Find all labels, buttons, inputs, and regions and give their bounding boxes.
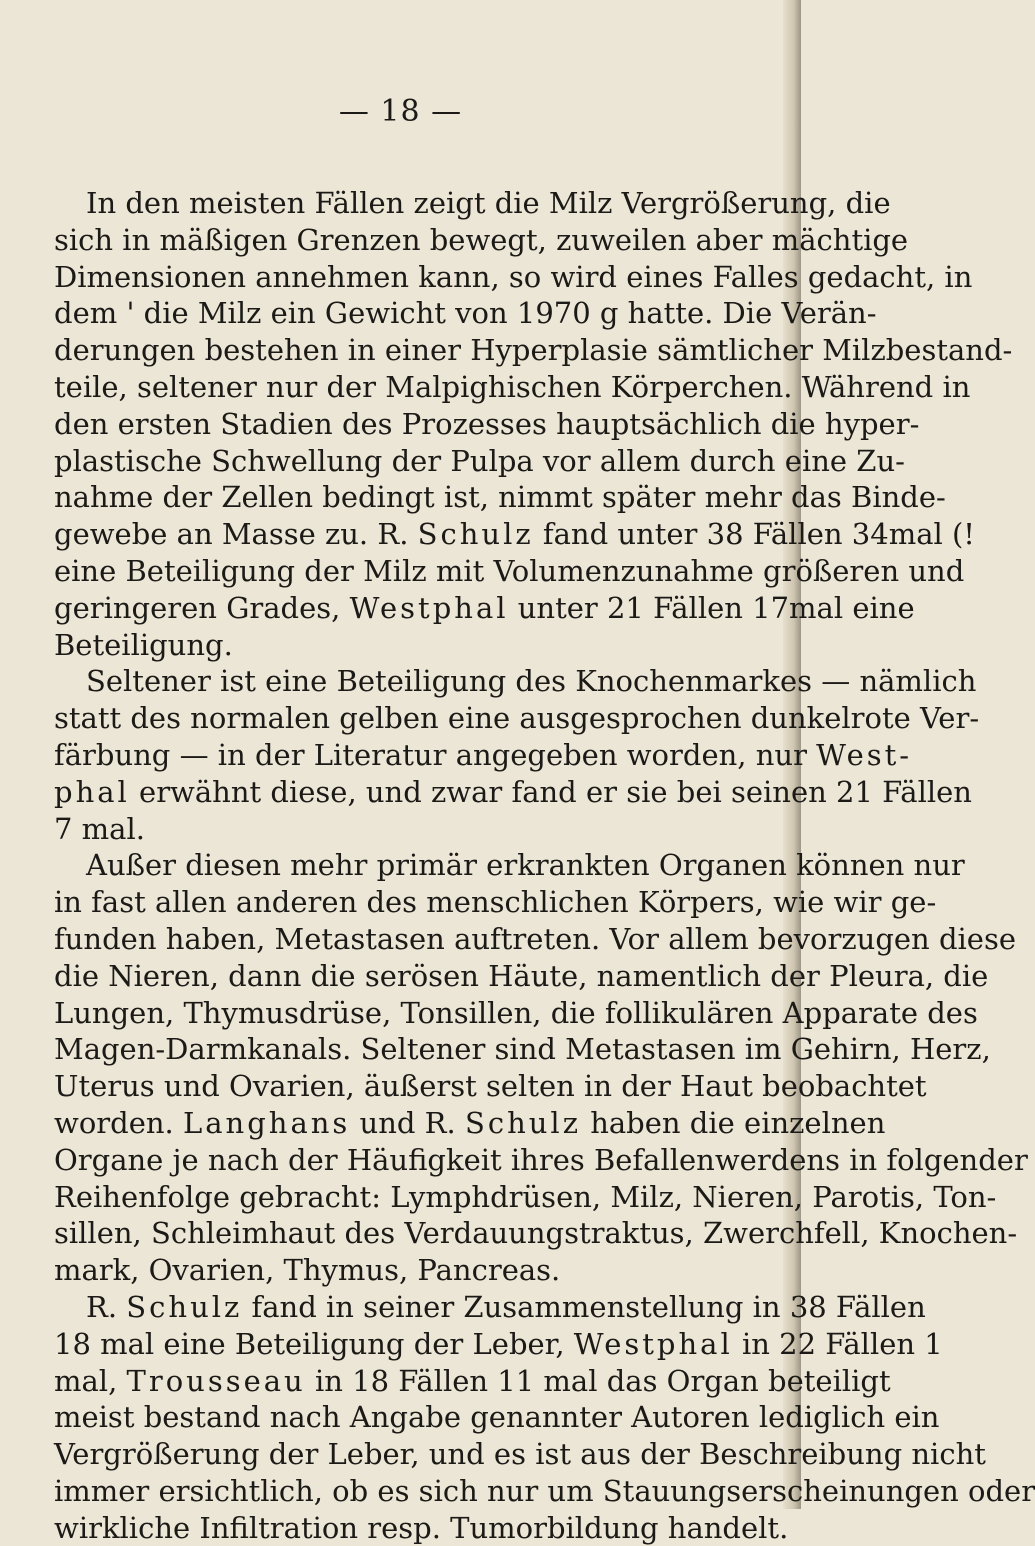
text-run: Organe je nach der Häufigkeit ihres Befallenwerdens in folgender [54,1142,1028,1177]
body-text [54,185,1035,1546]
text-line [54,1252,786,1289]
text-run: und R. [350,1105,465,1140]
text-run: sich in mäßigen Grenzen bewegt, zuweilen aber mächtige [54,222,909,257]
text-line [54,443,905,480]
text-run: In den meisten Fällen zeigt die Milz Vergrößerung, die [86,186,891,220]
author-name: Trousseau [126,1363,306,1398]
author-name: phal [54,774,130,809]
text-run: Reihenfolge gebracht: Lymphdrüsen, Milz, Nieren, Parotis, Ton- [54,1179,997,1214]
text-run: plastische Schwellung der Pulpa vor allem durch eine Zu- [54,443,905,478]
text-line [54,921,1016,958]
text-line [54,995,978,1032]
text-line [54,553,965,590]
text-line [54,700,980,737]
text-line [54,479,946,516]
text-run: Uterus und Ovarien, äußerst selten in der Haut beobachtet [54,1069,927,1104]
text-run: teile, seltener nur der Malpighischen Körperchen. Während in [54,369,971,404]
text-line [54,1510,789,1546]
text-run: unter 21 Fällen 17mal eine [508,590,915,625]
text-run: funden haben, Metastasen auftreten. Vor allem bevorzugen diese [54,921,1016,956]
text-line [54,259,973,296]
text-line [54,1473,1035,1510]
text-run: mark, Ovarien, Thymus, Pancreas. [54,1253,561,1288]
text-run: in 22 Fällen 1 [732,1326,943,1361]
text-line [54,737,913,774]
text-run: wirkliche Infiltration resp. Tumorbildung handelt. [54,1510,789,1545]
text-run: Beteiligung. [54,627,233,662]
text-run: Seltener ist eine Beteiligung des Knochenmarkes — nämlich [86,664,977,699]
text-line [54,884,937,921]
text-line [54,590,915,627]
text-line [54,185,891,222]
text-run: R. [86,1289,127,1324]
author-name: Langhans [183,1105,351,1140]
text-line [54,332,1013,369]
text-line [54,1179,997,1216]
author-name: West- [816,737,913,772]
author-name: Westphal [573,1326,733,1361]
text-line [54,663,977,700]
text-line [54,847,965,884]
author-name: Schulz [464,1105,581,1140]
text-run: 18 mal eine Beteiligung der Leber, [54,1326,574,1361]
text-run: immer ersichtlich, ob es sich nur um Stauungserscheinungen oder [54,1473,1035,1508]
text-line [54,1031,991,1068]
text-run: fand in seiner Zusammenstellung in 38 Fällen [242,1289,926,1324]
text-run: geringeren Grades, [54,590,350,625]
text-line [54,1142,1028,1179]
text-run: erwähnt diese, und zwar fand er sie bei seinen 21 Fällen [129,774,972,809]
text-line [54,627,786,664]
text-run: färbung — in der Literatur angegeben worden, nur [54,737,817,772]
text-line [54,1068,927,1105]
text-line [54,958,989,995]
text-run: worden. [54,1105,183,1140]
text-run: haben die einzelnen [581,1105,886,1140]
text-run: sillen, Schleimhaut des Verdauungstraktus, Zwerchfell, Knochen- [54,1216,1018,1251]
text-run: fand unter 38 Fällen 34mal (! [533,517,975,552]
page-number: — 18 — [338,94,463,129]
text-line [54,1436,986,1473]
text-run: Dimensionen annehmen kann, so wird eines Falles gedacht, in [54,259,973,294]
text-line [54,774,972,811]
text-run: nahme der Zellen bedingt ist, nimmt später mehr das Binde- [54,480,946,515]
author-name: Schulz [126,1289,243,1324]
text-line [54,1289,926,1326]
text-run: meist bestand nach Angabe genannter Autoren lediglich ein [54,1400,940,1435]
text-line [54,1215,1018,1252]
text-run: Magen-Darmkanals. Seltener sind Metastasen im Gehirn, Herz, [54,1032,991,1067]
text-line [54,1326,943,1363]
text-line [54,811,786,848]
text-line [54,1363,891,1400]
text-run: in 18 Fällen 11 mal das Organ beteiligt [305,1363,891,1398]
author-name: Schulz [417,517,534,552]
author-name: Westphal [349,590,509,625]
text-run: Vergrößerung der Leber, und es ist aus der Beschreibung nicht [54,1437,986,1472]
text-run: statt des normalen gelben eine ausgesprochen dunkelrote Ver- [54,701,980,736]
text-run: den ersten Stadien des Prozesses hauptsächlich die hyper- [54,406,920,441]
text-run: mal, [54,1363,127,1398]
text-run: eine Beteiligung der Milz mit Volumenzunahme größeren und [54,553,965,588]
text-line [54,1399,940,1436]
text-run: in fast allen anderen des menschlichen Körpers, wie wir ge- [54,885,937,920]
text-run: Außer diesen mehr primär erkrankten Organen können nur [86,848,965,883]
text-line [54,295,877,332]
text-run: die Nieren, dann die serösen Häute, namentlich der Pleura, die [54,958,989,993]
text-line [54,1105,886,1142]
text-run: dem ' die Milz ein Gewicht von 1970 g hatte. Die Verän- [54,296,877,331]
text-run: 7 mal. [54,811,145,846]
text-run: Lungen, Thymusdrüse, Tonsillen, die follikulären Apparate des [54,995,978,1030]
text-line [54,222,909,259]
text-run: gewebe an Masse zu. R. [54,517,418,552]
text-line [54,516,975,553]
text-line [54,369,971,406]
text-line [54,406,920,443]
text-run: derungen bestehen in einer Hyperplasie sämtlicher Milzbestand- [54,333,1013,368]
